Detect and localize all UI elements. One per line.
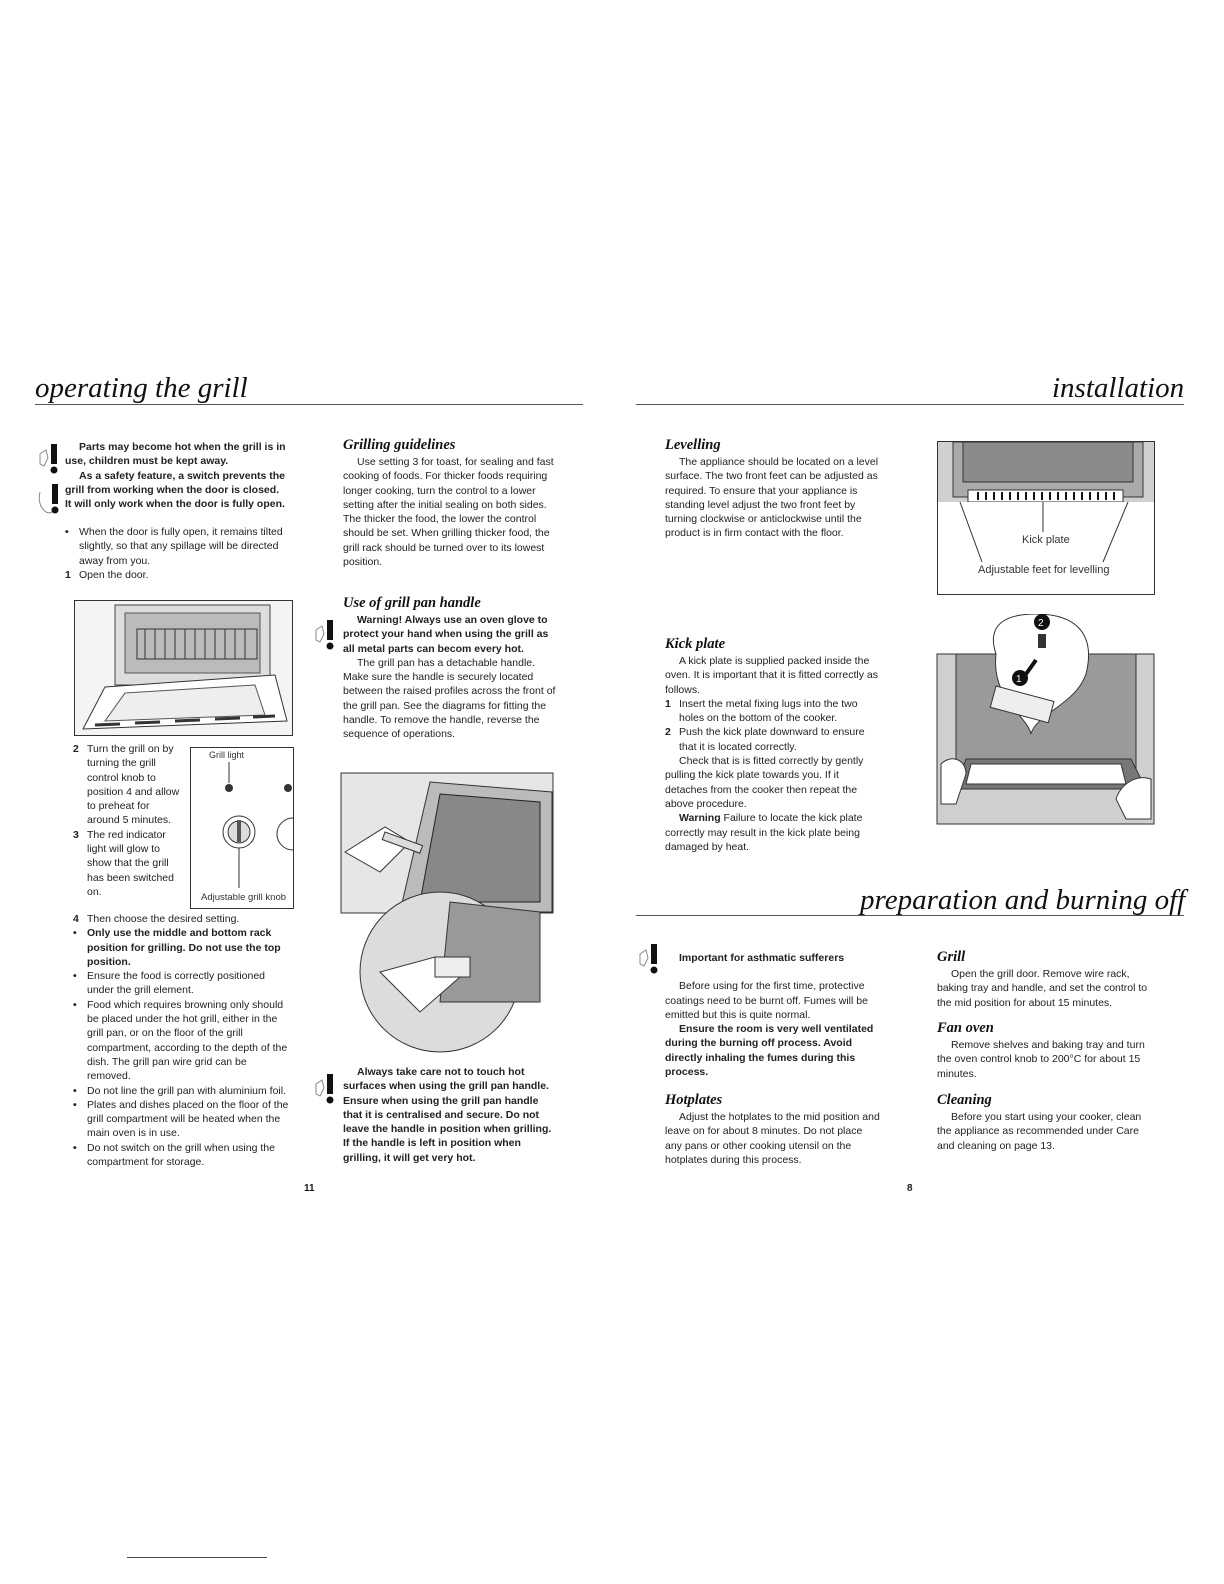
grill-heading: Grill: [937, 949, 966, 965]
left-title-rule: [35, 404, 583, 405]
kick-plate-steps: [665, 697, 880, 754]
hotplates-section: [665, 1092, 880, 1167]
list-item: 2 Push the kick plate downward to ensure that it is located correctly.: [665, 726, 865, 753]
hand-warning-icon: [36, 482, 62, 520]
left-page-title: operating the grill: [35, 372, 248, 404]
kick-plate-check: Check that is is fitted correctly by gently pulling the kick plate towards you. If it detaches from the cooker then repeat the above procedure.: [665, 755, 864, 810]
kick-plate-fitting-illustration: [936, 614, 1156, 826]
fan-oven-text: Remove shelves and baking tray and turn the oven control knob to 200°C for about 15 minutes.: [937, 1039, 1145, 1080]
warning-icon: [636, 940, 662, 978]
step-1-text: Open the door.: [79, 568, 149, 581]
door-bullet-list: [65, 525, 290, 568]
ventilation-warning: Ensure the room is very well ventilated during the burning off process. Avoid directly inhaling the fumes during this process.: [665, 1023, 874, 1079]
step-4-text: Then choose the desired setting.: [87, 913, 240, 925]
grill-tips-list: [73, 926, 293, 1169]
kick-plate-label: Kick plate: [1022, 534, 1070, 546]
grill-knob-illustration: [190, 747, 294, 909]
steps-4-and-bullets: [73, 912, 293, 1169]
list-item: 1 Insert the metal fixing lugs into the two holes on the bottom of the cooker.: [665, 697, 858, 725]
preparation-text: Before using for the first time, protective coatings need to be burnt off. Fumes will be emitted but this is quite normal.: [665, 980, 868, 1021]
warning-icon: [312, 616, 338, 654]
steps-2-3: [73, 742, 185, 899]
list-item: • Only use the middle and bottom rack position for grilling. Do not use the top position.: [73, 927, 281, 968]
grilling-guidelines-text: Use setting 3 for toast, for sealing and fast cooking of foods. For thicker foods requiring longer cooking, turn the control to a lower setting after the initial sealing on both sides. The thicker the food, the lower the control should be set. When grilling thicker food, the grill rack should be turned over to its lowest position.: [343, 456, 554, 569]
grill-pan-warning: Warning! Always use an oven glove to protect your hand when using the grill as all metal parts can becom every hot.: [343, 614, 549, 655]
grill-burnoff-section: [937, 949, 1152, 1010]
list-item: 3 The red indicator light will glow to show that the grill has been switched on.: [73, 828, 174, 898]
list-item: • Do not line the grill pan with aluminium foil.: [73, 1084, 287, 1097]
left-warning-block: [65, 440, 290, 511]
right-title-rule: [636, 404, 1184, 405]
cleaning-heading: Cleaning: [937, 1092, 992, 1108]
warning-door-open: It will only work when the door is fully open.: [65, 498, 285, 511]
grill-pan-warning-2: Always take care not to touch hot surfaces when using the grill pan handle. Ensure when using the grill pan handle that it is centralised and secure. Do not leave the handle in position when grilling. If the handle is left in position when grilling, it will get very hot.: [343, 1066, 552, 1164]
grill-pan-handle-section: [343, 595, 558, 742]
list-item: • When the door is fully open, it remains tilted slightly, so that any spillage will be directed away from you.: [65, 526, 283, 567]
cleaning-section: [937, 1092, 1152, 1153]
grilling-guidelines-section: [343, 437, 558, 569]
list-item: 1 Open the door.: [65, 568, 149, 581]
levelling-heading: Levelling: [665, 437, 721, 453]
hotplates-heading: Hotplates: [665, 1092, 723, 1108]
bullet-door-text: When the door is fully open, it remains tilted slightly, so that any spillage will be directed away from you.: [79, 526, 283, 567]
preparation-title-rule: [636, 915, 1184, 916]
grill-light-label: Grill light: [209, 750, 245, 760]
preparation-intro: [665, 951, 880, 1079]
preparation-title: preparation and burning off: [860, 884, 1186, 916]
kick-plate-intro: A kick plate is supplied packed inside the oven. It is important that it is fitted correctly as follows.: [665, 655, 878, 696]
warning-icon: [36, 440, 62, 478]
step-2-text: Turn the grill on by turning the grill control knob to position 4 and allow to preheat for around 5 minutes.: [87, 743, 180, 827]
footer-line: [127, 1557, 267, 1558]
grill-text: Open the grill door. Remove wire rack, baking tray and handle, and set the control to the mid position for about 15 minutes.: [937, 968, 1148, 1009]
warning-hot-parts: Parts may become hot when the grill is in use, children must be kept away.: [65, 441, 286, 468]
grill-pan-text: The grill pan has a detachable handle. Make sure the handle is securely located between the raised profiles across the front of the grill pan. See the diagrams for fitting the handle. To remove the handle, reverse the sequence of operations.: [343, 656, 556, 741]
kick-plate-warning-text: Failure to locate the kick plate correctly may result in the kick plate being damaged by heat.: [665, 812, 863, 853]
right-page-number: 8: [907, 1183, 913, 1194]
list-item: • Do not switch on the grill when using the compartment for storage.: [73, 1141, 275, 1169]
grill-pan-handle-illustration: [340, 772, 556, 1057]
svg-text:1: 1: [1016, 674, 1022, 685]
hotplates-text: Adjust the hotplates to the mid position and leave on for about 8 minutes. Do not place any pans or other cooking utensil on the hotplates during this process.: [665, 1111, 880, 1166]
cleaning-text: Before you start using your cooker, clean the appliance as recommended under Care and cleaning on page 13.: [937, 1111, 1142, 1152]
knob-label: Adjustable grill knob: [201, 892, 287, 903]
levelling-feet-illustration: [937, 441, 1155, 595]
left-intro-list: [65, 525, 290, 582]
fan-oven-section: [937, 1020, 1152, 1081]
grilling-guidelines-heading: Grilling guidelines: [343, 437, 456, 453]
list-item: 2 Turn the grill on by turning the grill control knob to position 4 and allow to preheat for around 5 minutes.: [73, 743, 180, 827]
left-page-number: 11: [304, 1183, 315, 1194]
warning-door-switch: As a safety feature, a switch prevents the grill from working when the door is closed.: [65, 469, 285, 496]
kick-plate-section: [665, 636, 880, 854]
warning-icon: [312, 1070, 338, 1108]
kick-plate-warning-label: Warning: [679, 812, 721, 825]
step-list-start: [65, 568, 290, 582]
right-page-title: installation: [1052, 372, 1185, 404]
list-item: • Ensure the food is correctly positioned under the grill element.: [73, 970, 266, 997]
list-item: • Plates and dishes placed on the floor of the grill compartment will be heated when the main oven is in use.: [73, 1098, 289, 1140]
grill-pan-handle-heading: Use of grill pan handle: [343, 595, 481, 611]
knob-drawing: [191, 748, 293, 908]
kick-plate-heading: Kick plate: [665, 636, 726, 652]
list-item: 4 Then choose the desired setting.: [73, 913, 240, 925]
open-grill-door-illustration: [74, 600, 293, 736]
feet-label: Adjustable feet for levelling: [978, 564, 1110, 576]
fan-oven-heading: Fan oven: [937, 1020, 994, 1036]
list-item: • Food which requires browning only should be placed under the hot grill, either in the grill pan, or on the floor of the grill compartment, according to the depth of the dish. The grill pan wire grid can be removed.: [73, 998, 288, 1083]
step-3-text: The red indicator light will glow to show that the grill has been switched on.: [87, 828, 174, 898]
svg-text:2: 2: [1038, 618, 1044, 629]
levelling-text: The appliance should be located on a level surface. The two front feet can be adjusted as required. To ensure that your appliance is standing level adjust the two front feet by turning clockwise or anticlockwise until the product is in firm contact with the floor.: [665, 456, 879, 540]
levelling-section: [665, 437, 880, 541]
asthma-warning: Important for asthmatic sufferers: [679, 952, 845, 964]
